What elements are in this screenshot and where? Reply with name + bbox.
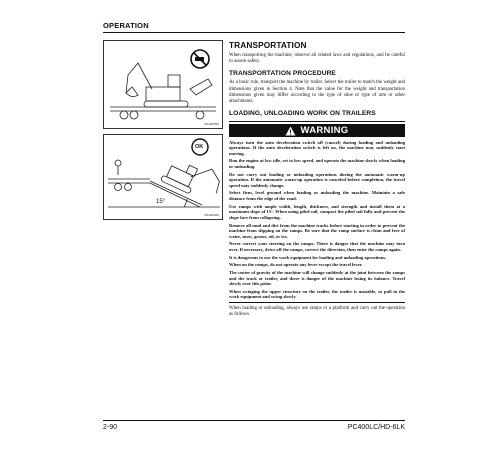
loading-after-text: When loading or unloading, always use ramps or a platform and carry out the operation as follows. (229, 306, 405, 318)
procedure-text: As a basic rule, transport the machine by trailer. Select the trailer to match the weight and dimensions given in Section 4. Note that the value for the weight and transportation dimensions given may differ according to the type of shoe or type of arm or other attachments. (229, 80, 405, 105)
warning-banner (229, 124, 405, 137)
warning-item: Never correct your steering on the ramps. There is danger that the machine may turn over. If necessary, drive off the ramps, correct the direction, then enter the ramps again. (229, 241, 405, 252)
warning-item: The center of gravity of the machine will change suddenly at the joint between the ramps and the track or trailer, and there is danger of the machine losing its balance. Travel slowly over this point. (229, 270, 405, 287)
header-rule (103, 32, 405, 33)
figure-code: RKA86060 (204, 213, 219, 217)
footer-rule (103, 420, 405, 421)
page-header (103, 21, 405, 33)
text-column (229, 40, 405, 321)
warning-box (229, 121, 405, 303)
warning-label: WARNING (300, 125, 349, 137)
prohibited-icon (191, 50, 209, 68)
transportation-intro: When transporting the machine, observe all related laws and regulations, and be careful to assure safety. (229, 53, 405, 65)
ramp-angle-label: 15° (156, 199, 166, 205)
page-number: 2-90 (103, 424, 118, 431)
ok-label: OK (195, 144, 204, 150)
figure-ramp-loading-ok (103, 134, 223, 220)
figure-code: RKA86050 (204, 122, 219, 126)
heading-loading-unloading: LOADING, UNLOADING WORK ON TRAILERS (229, 110, 376, 118)
warning-item: It is dangerous to use the work equipment for loading and unloading operations. (229, 254, 387, 260)
warning-item: Select firm, level ground when loading or unloading the machine. Maintain a safe distance from the edge of the road. (229, 190, 405, 201)
warning-triangle-icon (285, 126, 296, 136)
warning-item: When swinging the upper structure on the trailer, the trailer is unstable, so pull in the work equipment and swing slowly. (229, 288, 405, 300)
warning-item: Use ramps with ample width, length, thickness, and strength and install them at a maximum slope of 15°. When using piled soil, compact the piled soil fully and prevent the slope face from collapsing. (229, 203, 405, 220)
model-number: PC400LC/HD-6LK (347, 424, 405, 431)
warning-item: Do not carry out loading or unloading operations during the automatic warm-up operation. If the automatic warm-up operation is canceled before completion, the travel speed may suddenly change. (229, 171, 405, 188)
excavator-illustration-2 (104, 135, 224, 221)
warning-item: Always turn the auto deceleration switch off (cancel) during loading and unloading operations. If the auto deceleration switch is left on, the machine may suddenly start moving. (229, 139, 405, 156)
warning-item: Remove all mud and dirt from the machine tracks before starting in order to prevent the machine from slipping on the ramps. Be sure that the ramp surface is clean and free of water, snow, grease, oil, or ice. (229, 222, 405, 239)
excavator-illustration-1 (104, 41, 224, 130)
heading-transportation-procedure: TRANSPORTATION PROCEDURE (229, 70, 336, 78)
section-title: OPERATION (103, 21, 149, 30)
warning-item: When on the ramps, do not operate any lever except the travel lever. (229, 262, 363, 268)
figure-prohibited-loading (103, 40, 223, 129)
warning-item: Run the engine at low idle, set to low speed, and operate the machine slowly when loading or unloading. (229, 158, 405, 169)
heading-transportation: TRANSPORTATION (229, 40, 307, 50)
